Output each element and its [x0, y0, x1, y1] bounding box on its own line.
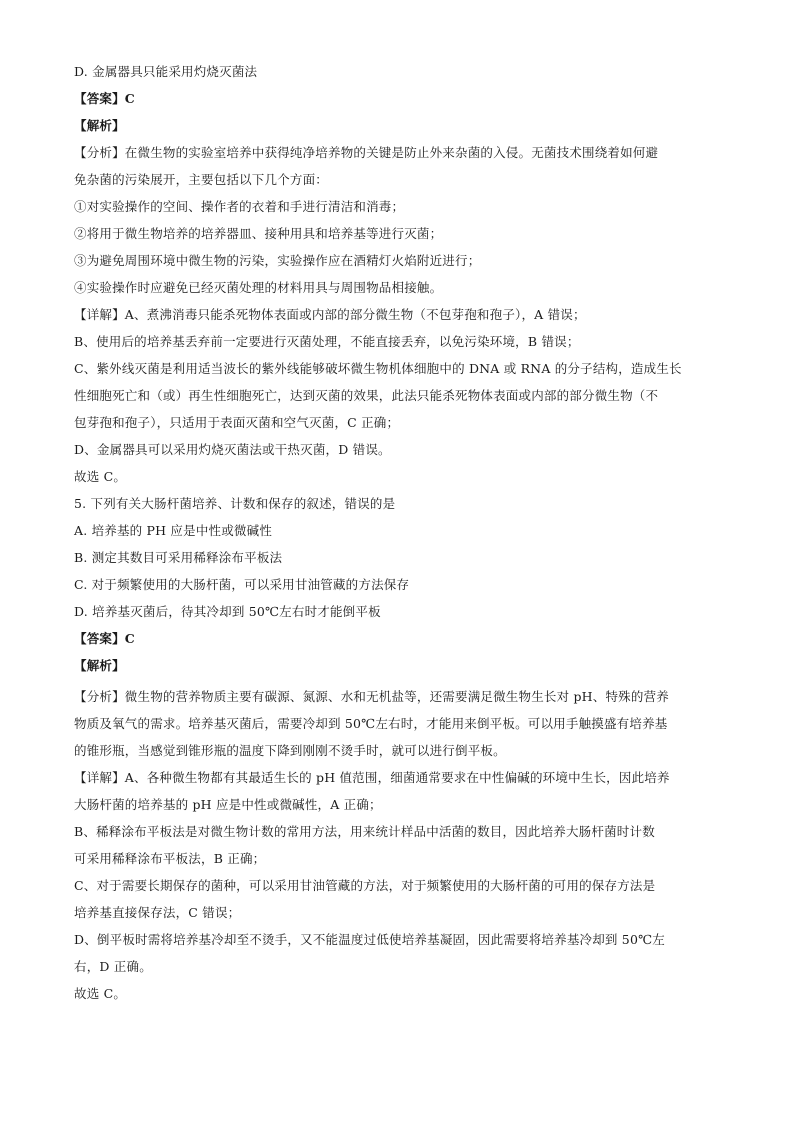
analysis-line: ①对实验操作的空间、操作者的衣着和手进行清洁和消毒； [74, 199, 405, 214]
conclusion-line: 故选 C。 [74, 986, 127, 1001]
detail-line: B、使用后的培养基丢弃前一定要进行灭菌处理，不能直接丢弃，以免污染环境，B 错误； [74, 334, 580, 349]
detail-line: D、倒平板时需将培养基冷却至不烫手，又不能温度过低使培养基凝固，因此需要将培养基冷却到 50℃左 [74, 932, 665, 947]
option-d-line: D. 金属器具只能采用灼烧灭菌法 [74, 64, 258, 79]
analysis-line: ②将用于微生物培养的培养器皿、接种用具和培养基等进行灭菌； [74, 226, 443, 241]
answer-label: 【答案】C [74, 631, 135, 646]
detail-line: C、紫外线灭菌是利用适当波长的紫外线能够破坏微生物机体细胞中的 DNA 或 RNA 的分子结构，造成生长 [74, 361, 682, 376]
detail-line: 包芽孢和孢子），只适用于表面灭菌和空气灭菌，C 正确； [74, 415, 400, 430]
analysis-line: 物质及氧气的需求。培养基灭菌后，需要冷却到 50℃左右时，才能用来倒平板。可以用手触摸盛有培养基 [74, 716, 668, 731]
detail-line: 可采用稀释涂布平板法，B 正确； [74, 851, 266, 866]
analysis-line: 【分析】微生物的营养物质主要有碳源、氮源、水和无机盐等，还需要满足微生物生长对 pH、特殊的营养 [74, 689, 669, 704]
analysis-line: 的锥形瓶，当感觉到锥形瓶的温度下降到刚刚不烫手时，就可以进行倒平板。 [74, 743, 506, 758]
conclusion-line: 故选 C。 [74, 469, 127, 484]
question-5-stem: 5. 下列有关大肠杆菌培养、计数和保存的叙述，错误的是 [74, 496, 396, 511]
detail-line: 【详解】A、各种微生物都有其最适生长的 pH 值范围，细菌通常要求在中性偏碱的环境中生长，因此培养 [74, 770, 670, 785]
option-a-line: A. 培养基的 PH 应是中性或微碱性 [74, 523, 273, 538]
detail-line: 性细胞死亡和（或）再生性细胞死亡，达到灭菌的效果，此法只能杀死物体表面或内部的部分微生物（不 [74, 388, 659, 403]
detail-line: B、稀释涂布平板法是对微生物计数的常用方法，用来统计样品中活菌的数目，因此培养大肠杆菌时计数 [74, 824, 655, 839]
analysis-line: ④实验操作时应避免已经灭菌处理的材料用具与周围物品相接触。 [74, 280, 443, 295]
option-c-line: C. 对于频繁使用的大肠杆菌，可以采用甘油管藏的方法保存 [74, 577, 410, 592]
detail-line: 大肠杆菌的培养基的 pH 应是中性或微碱性，A 正确； [74, 797, 382, 812]
option-d-line: D. 培养基灭菌后，待其冷却到 50℃左右时才能倒平板 [74, 604, 381, 619]
option-b-line: B. 测定其数目可采用稀释涂布平板法 [74, 550, 283, 565]
analysis-line: 免杂菌的污染展开，主要包括以下几个方面： [74, 172, 329, 187]
detail-line: 培养基直接保存法，C 错误； [74, 905, 241, 920]
detail-line: C、对于需要长期保存的菌种，可以采用甘油管藏的方法，对于频繁使用的大肠杆菌的可用的保存方法是 [74, 878, 656, 893]
detail-line: 右，D 正确。 [74, 959, 152, 974]
detail-line: D、金属器具可以采用灼烧灭菌法或干热灭菌，D 错误。 [74, 442, 391, 457]
explanation-label: 【解析】 [74, 658, 125, 673]
detail-line: 【详解】A、煮沸消毒只能杀死物体表面或内部的部分微生物（不包芽孢和孢子），A 错误； [74, 307, 586, 322]
explanation-label: 【解析】 [74, 118, 125, 133]
analysis-line: ③为避免周围环境中微生物的污染，实验操作应在酒精灯火焰附近进行； [74, 253, 481, 268]
analysis-line: 【分析】在微生物的实验室培养中获得纯净培养物的关键是防止外来杂菌的入侵。无菌技术围绕着如何避 [74, 145, 659, 160]
answer-label: 【答案】C [74, 91, 135, 106]
